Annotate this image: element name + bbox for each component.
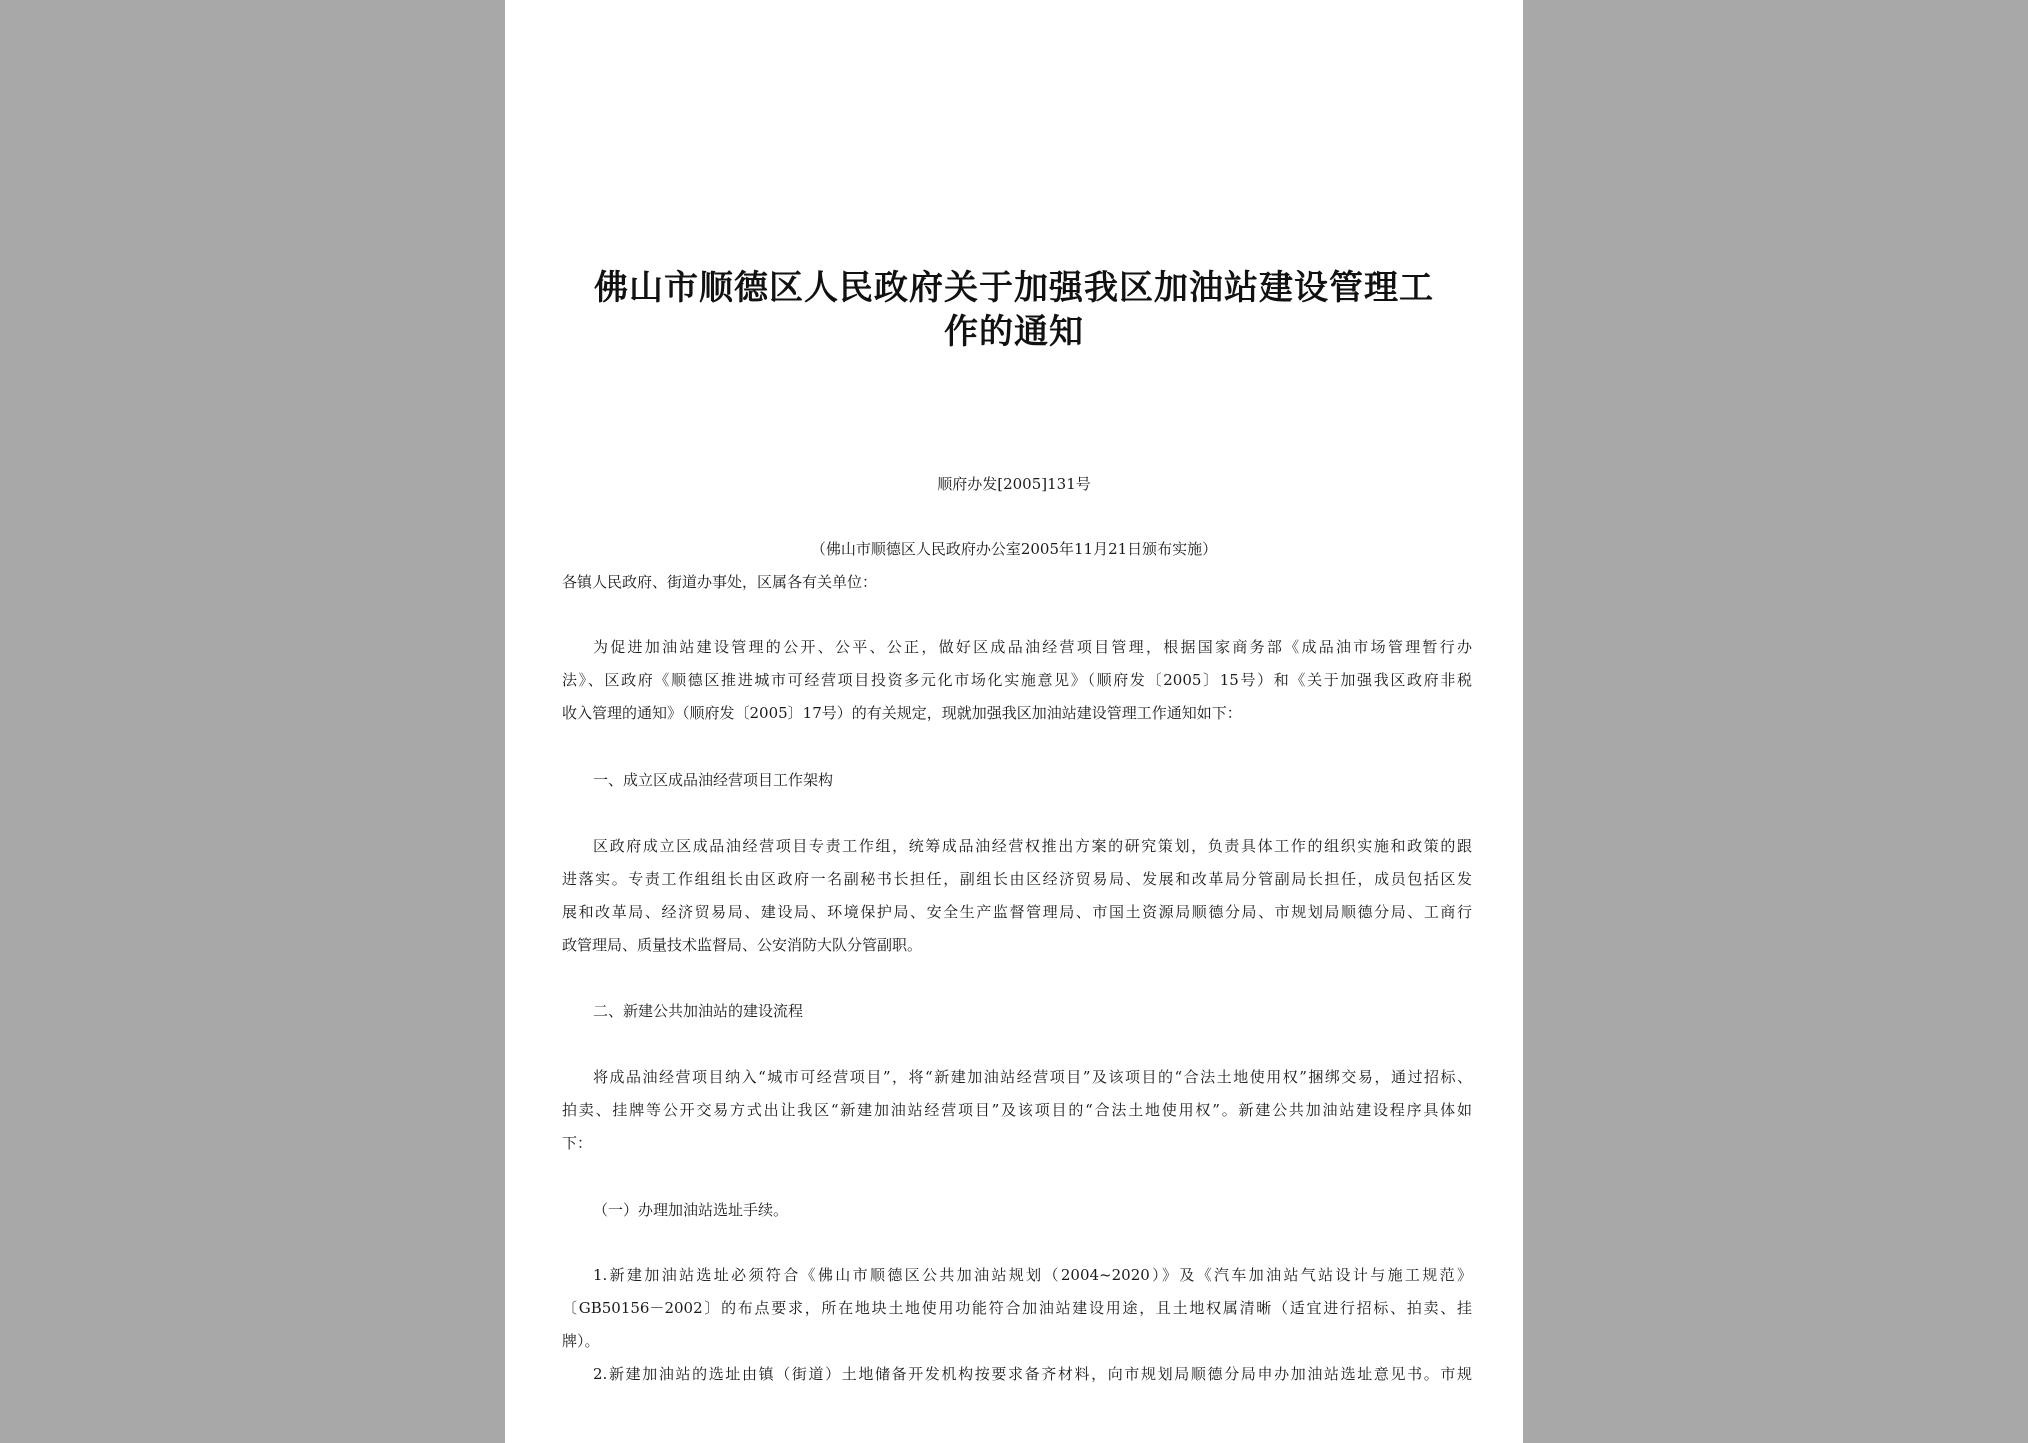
item-2-line: 2.新建加油站的选址由镇（街道）土地储备开发机构按要求备齐材料，向市规划局顺德分局申办加油站选址意见书。市规: [593, 1365, 1472, 1383]
item-1-line: 牌）。: [562, 1332, 600, 1350]
document-title-line-2: 作的通知: [944, 312, 1084, 352]
document-page: [505, 0, 1523, 1443]
paragraph-2-line: 区政府成立区成品油经营项目专责工作组，统筹成品油经营权推出方案的研究策划，负责具体工作的组织实施和政策的跟: [593, 837, 1472, 855]
paragraph-2-line: 展和改革局、经济贸易局、建设局、环境保护局、安全生产监督管理局、市国土资源局顺德分局、市规划局顺德分局、工商行: [562, 903, 1472, 921]
item-1-line: 1.新建加油站选址必须符合《佛山市顺德区公共加油站规划（2004~2020）》及《汽车加油站气站设计与施工规范》: [593, 1266, 1472, 1284]
document-title-line-1: 佛山市顺德区人民政府关于加强我区加油站建设管理工: [594, 268, 1434, 308]
paragraph-1-line: 为促进加油站建设管理的公开、公平、公正，做好区成品油经营项目管理，根据国家商务部《成品油市场管理暂行办: [593, 638, 1472, 656]
document-number: 顺府办发[2005]131号: [937, 475, 1091, 493]
section-heading-2: 二、新建公共加油站的建设流程: [593, 1002, 804, 1020]
paragraph-3-line: 将成品油经营项目纳入“城市可经营项目”，将“新建加油站经营项目”及该项目的“合法土地使用权”捆绑交易，通过招标、: [593, 1068, 1472, 1086]
salutation: 各镇人民政府、街道办事处，区属各有关单位：: [562, 573, 878, 591]
paragraph-3-line: 拍卖、挂牌等公开交易方式出让我区“新建加油站经营项目”及该项目的“合法土地使用权”。新建公共加油站建设程序具体如: [562, 1101, 1472, 1119]
item-1-line: 〔GB50156－2002〕的布点要求，所在地块土地使用功能符合加油站建设用途，且土地权属清晰（适宜进行招标、拍卖、挂: [562, 1299, 1472, 1317]
paragraph-1-line: 收入管理的通知》（顺府发〔2005〕17号）的有关规定，现就加强我区加油站建设管理工作通知如下：: [562, 704, 1242, 722]
paragraph-3-line: 下：: [562, 1134, 593, 1152]
section-heading-1: 一、成立区成品油经营项目工作架构: [593, 771, 834, 789]
paragraph-2-line: 政管理局、质量技术监督局、公安消防大队分管副职。: [562, 936, 923, 954]
paragraph-1-line: 法》、区政府《顺德区推进城市可经营项目投资多元化市场化实施意见》（顺府发〔2005〕15号）和《关于加强我区政府非税: [562, 671, 1472, 689]
issued-note: （佛山市顺德区人民政府办公室2005年11月21日颁布实施）: [810, 540, 1218, 558]
subheading-1: （一）办理加油站选址手续。: [593, 1201, 789, 1219]
paragraph-2-line: 进落实。专责工作组组长由区政府一名副秘书长担任，副组长由区经济贸易局、发展和改革局分管副局长担任，成员包括区发: [562, 870, 1472, 888]
